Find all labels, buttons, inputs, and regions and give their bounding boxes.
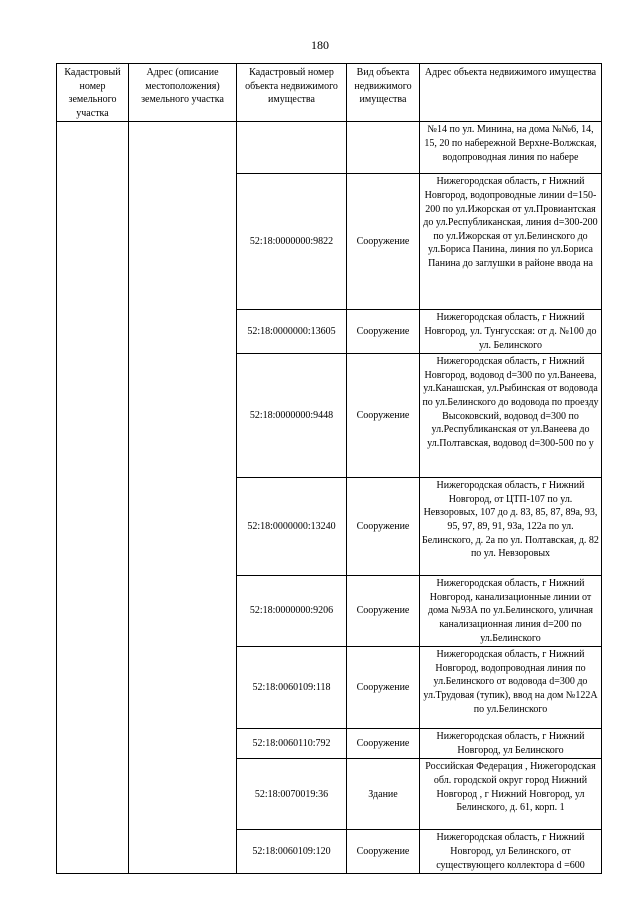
object-type-cell: Сооружение: [347, 354, 420, 478]
object-type-cell: Сооружение: [347, 576, 420, 647]
object-cadastral-cell: [237, 122, 347, 174]
object-type-cell: Сооружение: [347, 174, 420, 310]
parcel-address-cell: [129, 122, 237, 874]
object-address-cell: Нижегородская область, г Нижний Новгород, ул Белинского: [420, 729, 602, 759]
object-address-cell: №14 по ул. Минина, на дома №№6, 14, 15, 20 по набережной Верхне-Волжская, водопроводная линия по наберe: [420, 122, 602, 174]
object-type-cell: Сооружение: [347, 647, 420, 729]
object-type-cell: [347, 122, 420, 174]
table-row: [57, 122, 602, 174]
object-cadastral-cell: 52:18:0000000:9206: [237, 576, 347, 647]
object-type-cell: Сооружение: [347, 729, 420, 759]
object-address-cell: Нижегородская область, г Нижний Новгород, канализационные линии от дома №93А по ул.Белинского, уличная канализационная линия d=200 по ул.Белинского: [420, 576, 602, 647]
object-address-cell: Нижегородская область, г Нижний Новгород, водопроводные линии d=150-200 по ул.Ижорская от ул.Провиантская до ул.Республиканская, линия d=300-200 по ул.Ижорская от ул.Белинского до ул.Бориса Панина, линия по ул.Бориса Панина до заглушки в районе ввода на: [420, 174, 602, 310]
object-address-cell: Нижегородская область, г Нижний Новгород, ул Белинского, от существующего коллектора d =600: [420, 830, 602, 874]
header-parcel-address: Адрес (описание местоположения) земельного участка: [129, 64, 237, 122]
object-cadastral-cell: 52:18:0000000:13240: [237, 478, 347, 576]
property-table: [56, 63, 602, 874]
object-address-cell: Нижегородская область, г Нижний Новгород, водовод d=300 по ул.Ванеева, ул.Канашская, ул.Рыбинская от водовода по ул.Белинского до водовода по проезду Высоковский, водовод d=300 по ул.Республиканская от ул.Ванеева до ул.Полтавская, водовод d=300-500 по у: [420, 354, 602, 478]
object-type-cell: Здание: [347, 759, 420, 830]
object-cadastral-cell: 52:18:0060109:120: [237, 830, 347, 874]
parcel-cadastral-cell: [57, 122, 129, 874]
object-address-cell: Нижегородская область, г Нижний Новгород, от ЦТП-107 по ул. Невзоровых, 107 до д. 83, 85, 87, 89а, 93, 95, 97, 89, 91, 93а, 122а по ул. Белинского, д. 2а по ул. Полтавская, д. 82 по ул. Невзоровых: [420, 478, 602, 576]
object-type-cell: Сооружение: [347, 310, 420, 354]
object-type-cell: Сооружение: [347, 830, 420, 874]
object-address-cell: Нижегородская область, г Нижний Новгород, ул. Тунгусская: от д. №100 до ул. Белинского: [420, 310, 602, 354]
object-cadastral-cell: 52:18:0060109:118: [237, 647, 347, 729]
object-cadastral-cell: 52:18:0000000:9448: [237, 354, 347, 478]
header-object-cadastral: Кадастровый номер объекта недвижимого имущества: [237, 64, 347, 122]
object-address-cell: Нижегородская область, г Нижний Новгород, водопроводная линия по ул.Белинского от водовода d=300 до ул.Трудовая (тупик), ввод на дом №122А по ул.Белинского: [420, 647, 602, 729]
object-type-cell: Сооружение: [347, 478, 420, 576]
object-cadastral-cell: 52:18:0000000:9822: [237, 174, 347, 310]
header-object-type: Вид объекта недвижимого имущества: [347, 64, 420, 122]
object-cadastral-cell: 52:18:0060110:792: [237, 729, 347, 759]
object-cadastral-cell: 52:18:0000000:13605: [237, 310, 347, 354]
header-object-address: Адрес объекта недвижимого имущества: [420, 64, 602, 122]
header-parcel-cadastral: Кадастровый номер земельного участка: [57, 64, 129, 122]
page-number: 180: [311, 38, 329, 52]
object-cadastral-cell: 52:18:0070019:36: [237, 759, 347, 830]
object-address-cell: Российская Федерация , Нижегородская обл. городской округ город Нижний Новгород , г Нижний Новгород, ул Белинского, д. 61, корп. 1: [420, 759, 602, 830]
table-header-row: [57, 64, 602, 122]
